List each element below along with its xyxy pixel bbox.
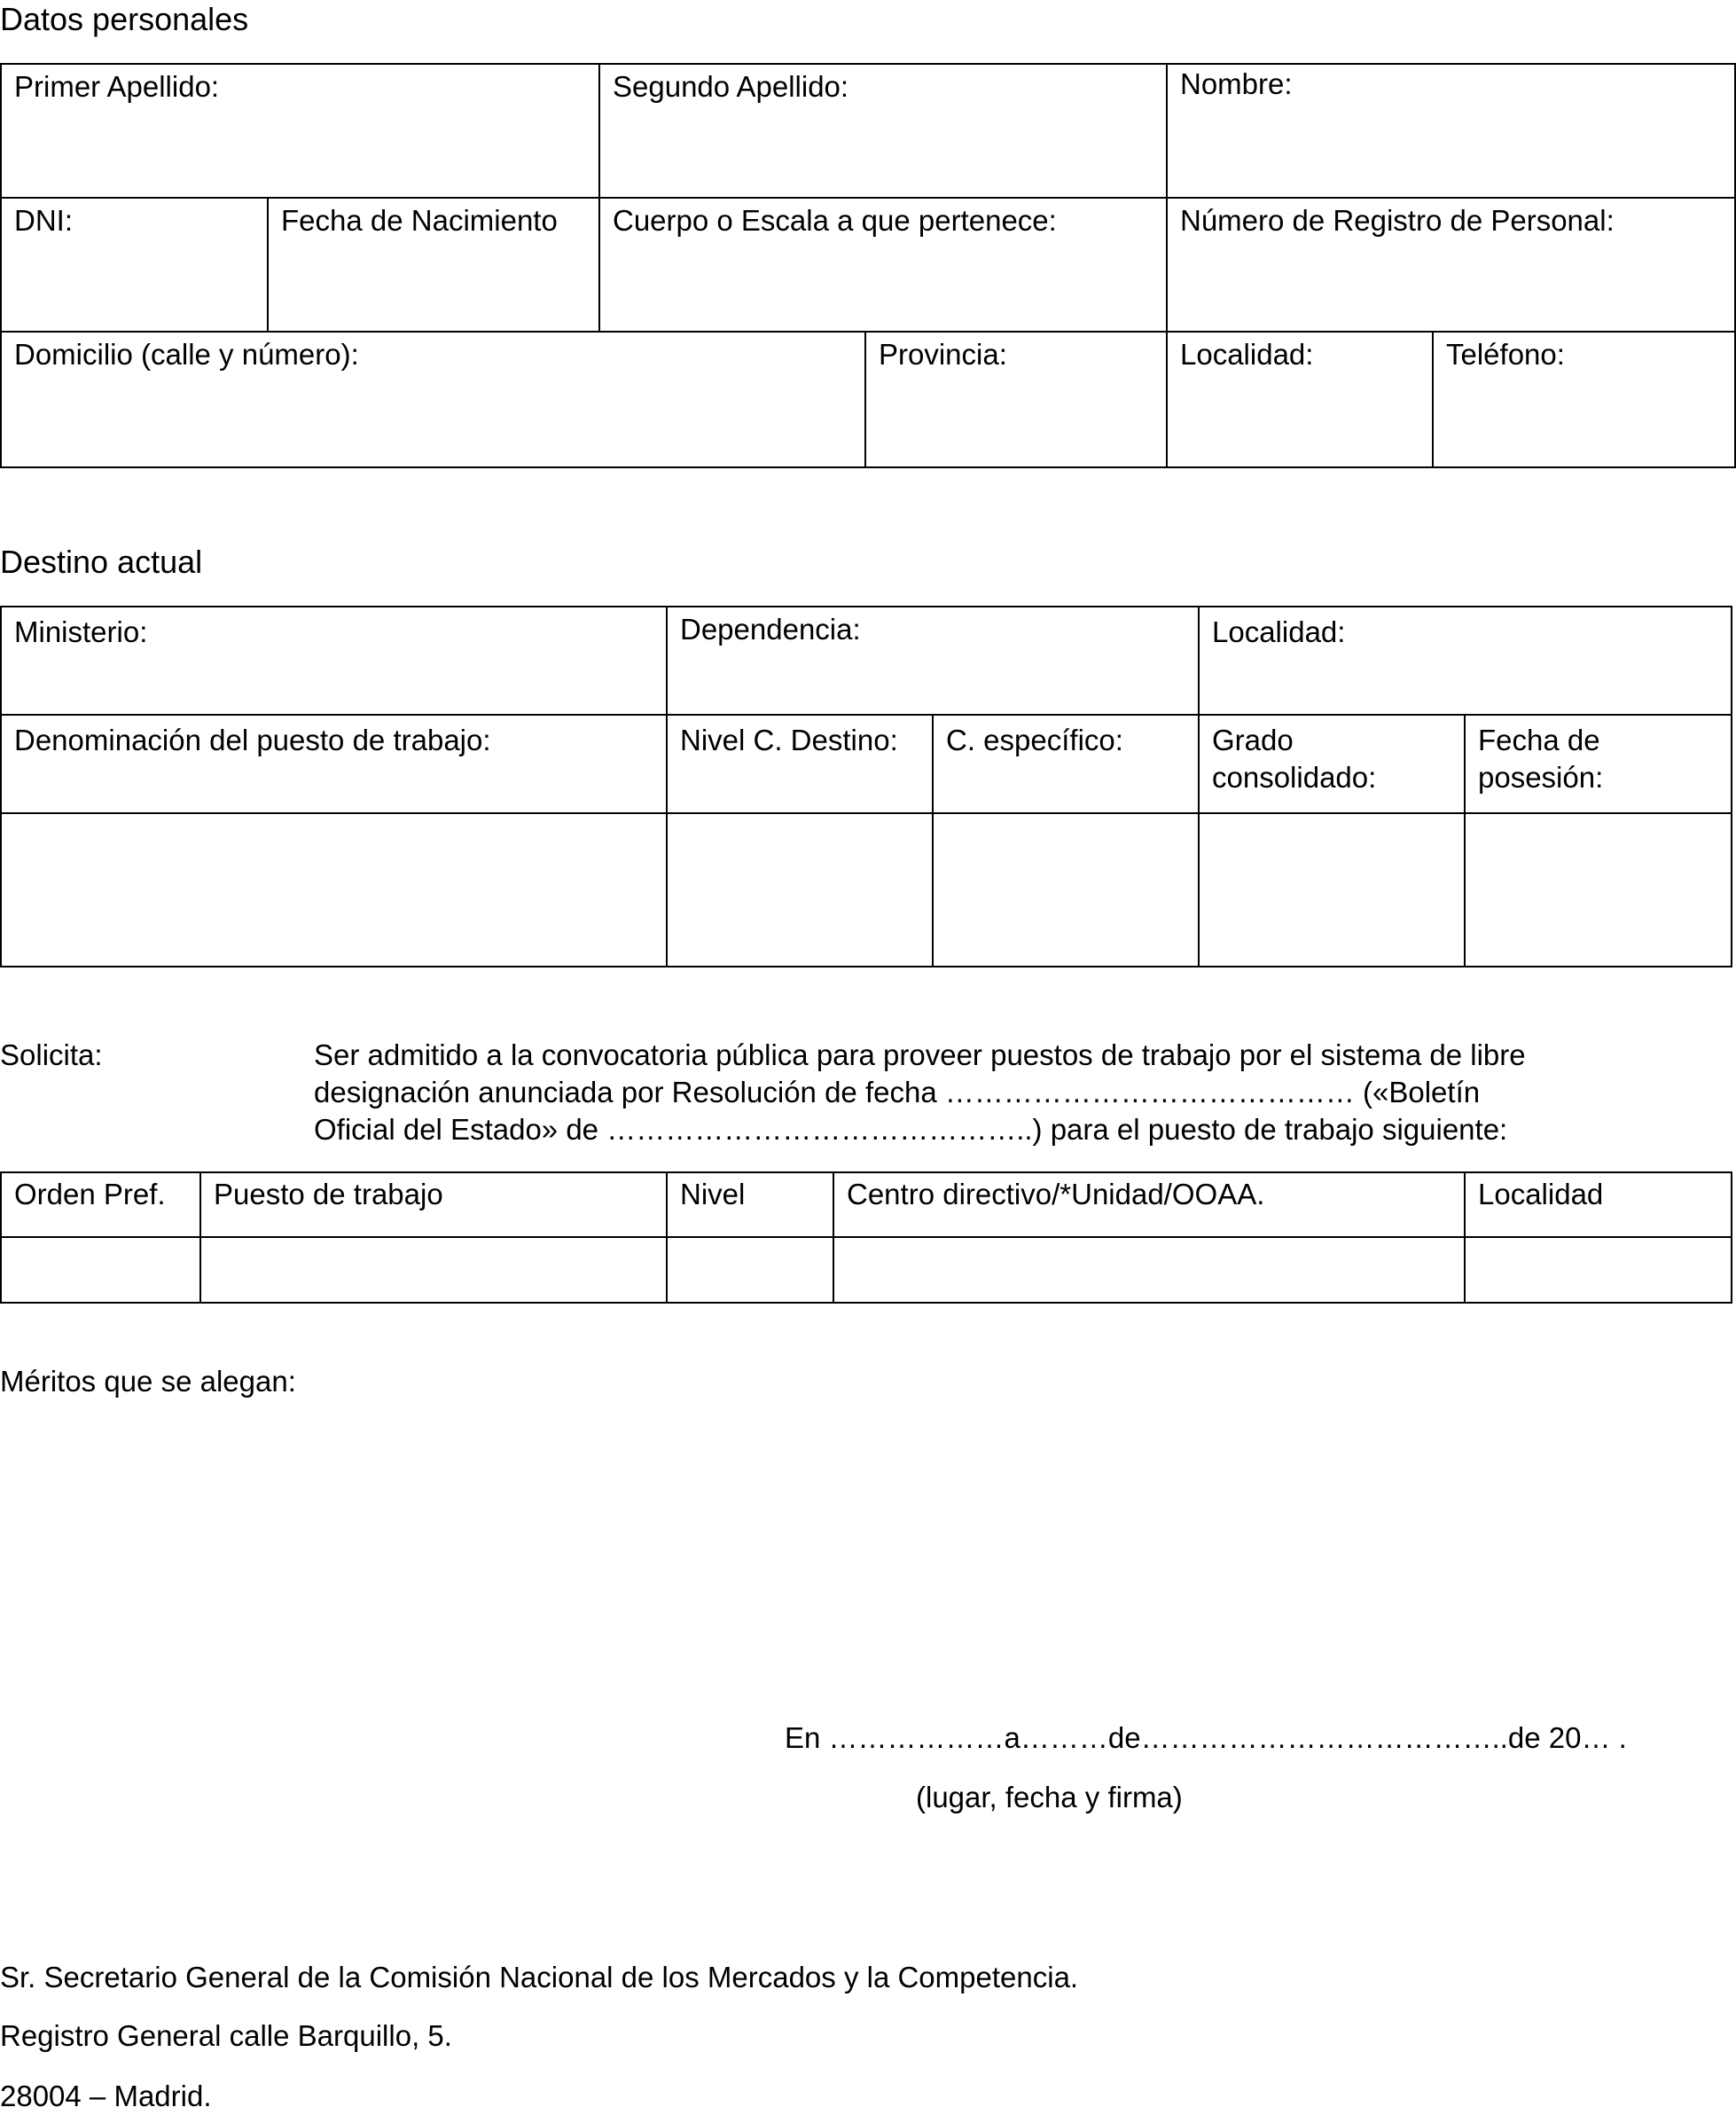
domicilio-label: Domicilio (calle y número): [14,338,359,371]
grado-consolidado-field [1198,714,1466,814]
localidad-label: Localidad: [1180,338,1314,371]
header-puesto-trabajo: Puesto de trabajo [199,1171,668,1238]
nivel-cell[interactable] [666,1236,834,1304]
header-orden-pref: Orden Pref. [0,1171,201,1238]
centro-directivo-cell[interactable] [833,1236,1466,1304]
nrp-field[interactable] [1166,197,1736,333]
meritos-label: Méritos que se alegan: [0,1365,296,1398]
domicilio-field[interactable] [0,331,866,468]
telefono-label: Teléfono: [1446,338,1565,371]
denominacion-field [0,714,668,814]
destinatario-line-2: Registro General calle Barquillo, 5. [0,2019,452,2052]
nivel-destino-field [666,714,934,814]
fecha-posesion-value-cell[interactable] [1464,812,1732,967]
solicita-line-3: Oficial del Estado» de ……………………………………..) para el puesto de trabajo siguiente: [314,1113,1508,1146]
ministerio-label: Ministerio: [14,615,148,648]
fecha-posesion-label: Fecha de posesión: [1478,724,1604,795]
nombre-field[interactable] [1166,63,1736,199]
firma-line: En ………………a………de………………………………..de 20… . [785,1721,1627,1754]
puesto-trabajo-cell[interactable] [199,1236,668,1304]
fecha-posesion-field [1464,714,1732,814]
header-centro-directivo: Centro directivo/*Unidad/OOAA. [833,1171,1466,1238]
localidad-field[interactable] [1166,331,1434,468]
segundo-apellido-field[interactable] [598,63,1168,199]
c-especifico-field [932,714,1200,814]
datos-personales-heading: Datos personales [0,1,249,37]
cuerpo-escala-field[interactable] [598,197,1168,333]
localidad-cell[interactable] [1464,1236,1732,1304]
nombre-label: Nombre: [1180,67,1293,100]
c-especifico-value-cell[interactable] [932,812,1200,967]
nivel-destino-value-cell[interactable] [666,812,934,967]
header-localidad: Localidad [1464,1171,1732,1238]
header-nivel: Nivel [666,1171,834,1238]
dependencia-label: Dependencia: [680,613,861,646]
nivel-destino-label: Nivel C. Destino: [680,724,898,756]
firma-caption: (lugar, fecha y firma) [916,1781,1183,1813]
grado-consolidado-label: Grado consolidado: [1212,724,1377,795]
segundo-apellido-label: Segundo Apellido: [613,70,849,103]
orden-pref-cell[interactable] [0,1236,201,1304]
solicita-text [314,1037,1715,1148]
destino-localidad-field[interactable] [1198,606,1732,716]
nrp-label: Número de Registro de Personal: [1180,204,1615,237]
solicita-line-1: Ser admitido a la convocatoria pública para proveer puestos de trabajo por el sistema de libre [314,1038,1526,1071]
destino-actual-heading: Destino actual [0,544,203,580]
dependencia-field[interactable] [666,606,1200,716]
primer-apellido-field[interactable] [0,63,600,199]
ministerio-field[interactable] [0,606,668,716]
c-especifico-label: C. específico: [946,724,1123,756]
destino-localidad-label: Localidad: [1212,615,1346,648]
solicita-label: Solicita: [0,1038,103,1071]
fecha-nacimiento-label: Fecha de Nacimiento [281,204,558,237]
solicita-line-2: designación anunciada por Resolución de fecha …………………………………… («Boletín [314,1076,1481,1108]
destinatario-line-3: 28004 – Madrid. [0,2080,212,2112]
telefono-field[interactable] [1432,331,1736,468]
grado-consolidado-value-cell[interactable] [1198,812,1466,967]
provincia-label: Provincia: [879,338,1007,371]
denominacion-label: Denominación del puesto de trabajo: [14,724,491,756]
cuerpo-escala-label: Cuerpo o Escala a que pertenece: [613,204,1057,237]
destinatario-line-1: Sr. Secretario General de la Comisión Nacional de los Mercados y la Competencia. [0,1961,1079,1994]
fecha-nacimiento-field[interactable] [267,197,600,333]
dni-label: DNI: [14,204,73,237]
primer-apellido-label: Primer Apellido: [14,70,220,103]
denominacion-value-cell[interactable] [0,812,668,967]
provincia-field[interactable] [864,331,1168,468]
dni-field[interactable] [0,197,269,333]
